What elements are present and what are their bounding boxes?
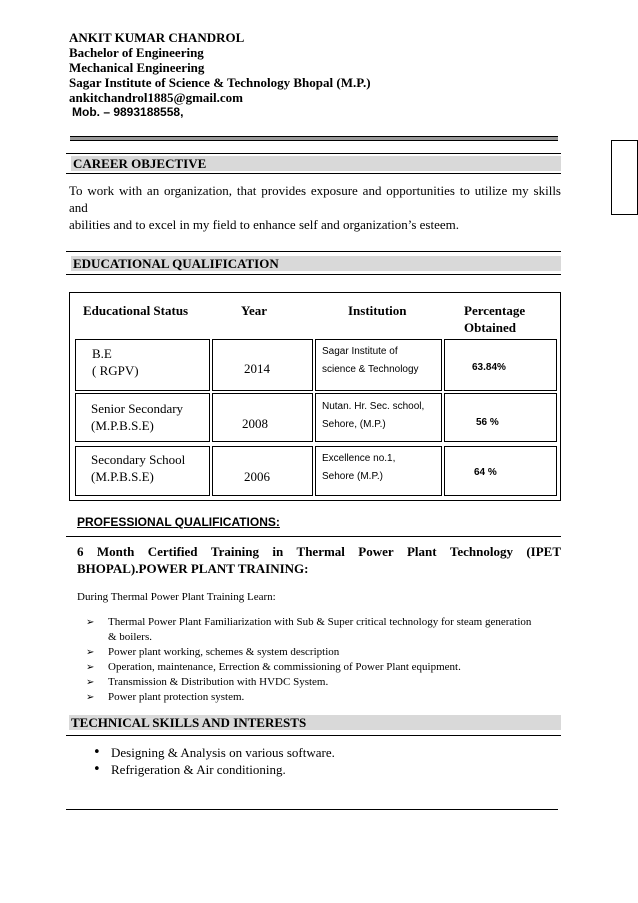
email: ankitchandrol1885@gmail.com bbox=[69, 90, 244, 105]
list-item: • Refrigeration & Air conditioning. bbox=[93, 762, 286, 777]
skills-list bbox=[69, 744, 559, 778]
technical-rule bbox=[66, 735, 561, 736]
header-divider bbox=[70, 136, 558, 141]
arrow-bullet-icon: ➢ bbox=[86, 647, 95, 658]
education-top-rule bbox=[66, 251, 561, 252]
arrow-bullet-icon: ➢ bbox=[86, 662, 95, 673]
row1-status-line1: B.E bbox=[92, 346, 112, 361]
row3-status-line1: Secondary School bbox=[91, 452, 186, 467]
col-header-percentage-line1: Percentage bbox=[464, 303, 526, 318]
row1-status bbox=[92, 345, 139, 379]
footer-rule bbox=[66, 809, 558, 810]
row3-institution bbox=[322, 452, 395, 484]
training-word: Plant bbox=[406, 544, 437, 559]
mobile-number: Mob. – 9893188558, bbox=[72, 105, 184, 119]
row3-year: 2006 bbox=[244, 469, 270, 484]
training-intro: During Thermal Power Plant Training Learn: bbox=[77, 591, 276, 603]
row1-percentage: 63.84% bbox=[472, 362, 506, 373]
row1-institution-line2: science & Technology bbox=[322, 364, 419, 375]
dot-bullet-icon: • bbox=[93, 762, 101, 777]
education-heading: EDUCATIONAL QUALIFICATION bbox=[71, 256, 561, 271]
college: Sagar Institute of Science & Technology Bhopal (M.P.) bbox=[69, 75, 371, 90]
career-line-1: To work with an organization, that provides exposure and opportunities to utilize my skills and bbox=[69, 183, 561, 215]
list-item: • Designing & Analysis on various software. bbox=[93, 745, 335, 760]
row1-status-line2: ( RGPV) bbox=[92, 363, 139, 378]
row3-institution-line2: Sehore (M.P.) bbox=[322, 471, 383, 482]
list-item: ➢ Thermal Power Plant Familiarization with Sub & Super critical technology for steam generation bbox=[86, 616, 532, 628]
arrow-bullet-icon: ➢ bbox=[86, 617, 95, 628]
row2-year: 2008 bbox=[242, 416, 268, 431]
career-objective-text bbox=[69, 182, 561, 233]
training-list bbox=[74, 615, 564, 705]
row2-institution bbox=[322, 400, 424, 432]
row3-status-line2: (M.P.B.S.E) bbox=[91, 469, 154, 484]
table-row-cell bbox=[444, 446, 557, 496]
training-word: (IPET bbox=[526, 544, 561, 559]
career-bottom-rule bbox=[66, 173, 561, 174]
career-line-2: abilities and to excel in my field to enhance self and organization’s esteem. bbox=[69, 217, 459, 232]
list-item: ➢ Transmission & Distribution with HVDC System. bbox=[86, 676, 329, 688]
training-title bbox=[77, 543, 561, 577]
education-bottom-rule bbox=[66, 274, 561, 275]
row2-status bbox=[91, 400, 183, 434]
training-word: Power bbox=[358, 544, 394, 559]
training-title-line2: BHOPAL).POWER PLANT TRAINING: bbox=[77, 561, 309, 576]
training-word: Technology bbox=[449, 544, 513, 559]
training-word: 6 bbox=[77, 544, 84, 559]
row2-status-line2: (M.P.B.S.E) bbox=[91, 418, 154, 433]
dot-bullet-icon: • bbox=[93, 745, 101, 760]
row3-percentage: 64 % bbox=[474, 467, 497, 478]
professional-heading: PROFESSIONAL QUALIFICATIONS: bbox=[77, 515, 280, 529]
row1-year: 2014 bbox=[244, 361, 270, 376]
row2-institution-line1: Nutan. Hr. Sec. school, bbox=[322, 401, 425, 412]
arrow-bullet-icon: ➢ bbox=[86, 692, 95, 703]
training-word: Training bbox=[210, 544, 260, 559]
col-header-status: Educational Status bbox=[83, 303, 189, 318]
list-item: & boilers. bbox=[108, 631, 152, 643]
career-top-rule bbox=[66, 153, 561, 154]
row2-institution-line2: Sehore, (M.P.) bbox=[322, 419, 386, 430]
row1-institution bbox=[322, 345, 419, 377]
professional-rule bbox=[66, 536, 561, 537]
col-header-percentage-line2: Obtained bbox=[464, 320, 517, 335]
row3-institution-line1: Excellence no.1, bbox=[322, 453, 396, 464]
col-header-year: Year bbox=[241, 303, 267, 318]
training-title-line1 bbox=[77, 543, 561, 560]
col-header-institution: Institution bbox=[348, 303, 407, 318]
list-item: ➢ Power plant working, schemes & system description bbox=[86, 646, 340, 658]
row3-status bbox=[91, 451, 185, 485]
arrow-bullet-icon: ➢ bbox=[86, 677, 95, 688]
list-item: ➢ Power plant protection system. bbox=[86, 691, 245, 703]
table-row-cell bbox=[444, 393, 557, 442]
row1-institution-line1: Sagar Institute of bbox=[322, 346, 398, 357]
col-header-percentage bbox=[464, 302, 525, 336]
list-item: ➢ Operation, maintenance, Errection & commissioning of Power Plant equipment. bbox=[86, 661, 461, 673]
candidate-name: ANKIT KUMAR CHANDROL bbox=[69, 30, 245, 45]
technical-heading: TECHNICAL SKILLS AND INTERESTS bbox=[69, 715, 561, 730]
career-objective-heading: CAREER OBJECTIVE bbox=[71, 156, 561, 171]
training-word: Certified bbox=[147, 544, 198, 559]
training-word: in bbox=[272, 544, 284, 559]
training-word: Thermal bbox=[296, 544, 345, 559]
row2-percentage: 56 % bbox=[476, 417, 499, 428]
row2-status-line1: Senior Secondary bbox=[91, 401, 184, 416]
degree: Bachelor of Engineering bbox=[69, 45, 204, 60]
margin-tab bbox=[611, 140, 638, 215]
training-word: Month bbox=[96, 544, 135, 559]
branch: Mechanical Engineering bbox=[69, 60, 205, 75]
